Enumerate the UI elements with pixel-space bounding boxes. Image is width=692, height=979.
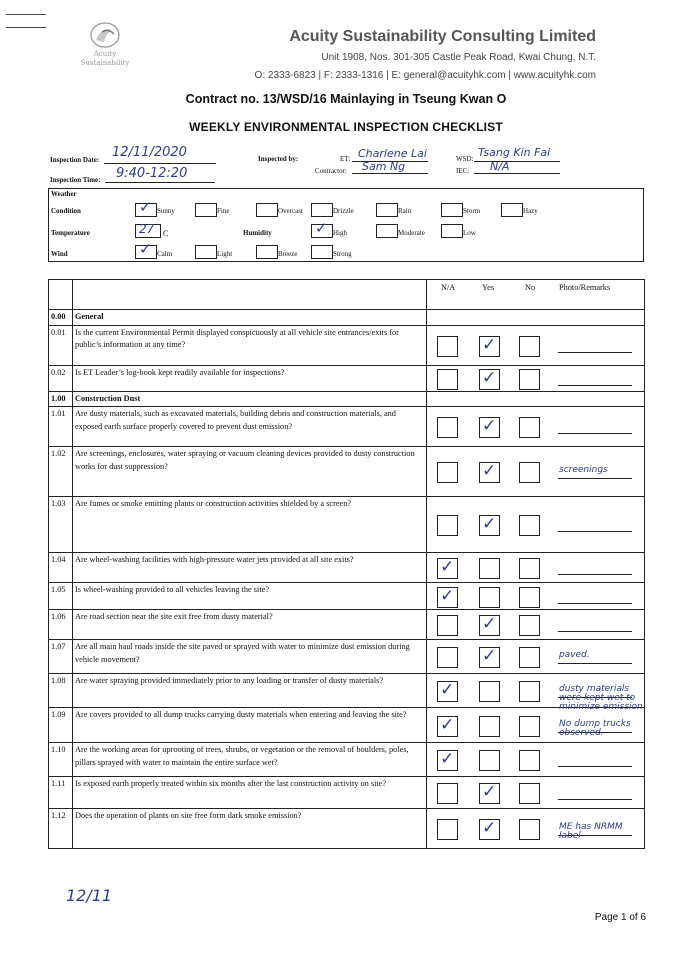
remark-text[interactable]: No dump trucks observed. [559, 719, 631, 738]
condition-option-hazy: Hazy [523, 207, 538, 215]
answer-yes-checkbox[interactable] [479, 750, 500, 771]
answer-cell [427, 365, 645, 391]
contract-title: Contract no. 13/WSD/16 Mainlaying in Tseung Kwan O [185, 92, 507, 106]
humidity-option-high: High [333, 229, 347, 237]
question-text: Are fumes or smoke emitting plants or construction activities shielded by a screen? [73, 497, 427, 553]
company-contact: O: 2333-6823 | F: 2333-1316 | E: general@acuityhk.com | www.acuityhk.com [254, 70, 596, 81]
question-text: Are all main haul roads inside the site paved or sprayed with water to minimize dust emission during vehicle movement? [73, 640, 427, 674]
answer-cell [427, 809, 645, 849]
table-row [49, 325, 645, 365]
contractor-underline [352, 173, 428, 174]
condition-overcast-checkbox[interactable] [256, 203, 278, 217]
item-number: 0.02 [49, 365, 73, 391]
answer-cell [427, 497, 645, 553]
remarks-line [558, 478, 632, 479]
condition-option-storm: Storm [463, 207, 481, 215]
page-number: Page 1 of 6 [594, 912, 646, 923]
inspection-date-label: Inspection Date: [50, 156, 100, 164]
item-number: 0.01 [49, 325, 73, 365]
wsd-label: WSD: [456, 155, 474, 163]
header-no: No [525, 283, 536, 292]
condition-label: Condition [51, 207, 81, 215]
question-text: Is the current Environmental Permit displayed conspicuously at all vehicle site entrances/exits for public’s information at any time? [73, 325, 427, 365]
checkmark-icon: ✓ [482, 614, 497, 634]
answer-cell [427, 610, 645, 640]
question-text: Are wheel-washing facilities with high-pressure water jets provided at all site exits? [73, 553, 427, 583]
condition-option-fine: Fine [217, 207, 230, 215]
item-number: 0.00 [49, 310, 73, 326]
weather-section [48, 188, 644, 262]
answer-no-checkbox[interactable] [519, 615, 540, 636]
remark-text[interactable]: paved. [559, 650, 590, 660]
table-row [49, 640, 645, 674]
answer-cell [427, 777, 645, 809]
question-text: Are road section near the site exit free from dusty material? [73, 610, 427, 640]
remark-text[interactable]: screenings [559, 465, 608, 475]
answer-no-checkbox[interactable] [519, 716, 540, 737]
item-number: 1.04 [49, 553, 73, 583]
iec-value[interactable]: N/A [490, 160, 510, 173]
humidity-option-low: Low [463, 229, 476, 237]
answer-header-cell [427, 280, 645, 310]
answer-na-checkbox[interactable] [437, 515, 458, 536]
table-row [49, 743, 645, 777]
question-text: Does the operation of plants on site free form dark smoke emission? [73, 809, 427, 849]
wind-label: Wind [51, 250, 68, 258]
checkmark-icon: ✓ [482, 818, 497, 838]
header-yes: Yes [482, 283, 495, 292]
table-row [49, 674, 645, 708]
inspection-date-value[interactable]: 12/11/2020 [112, 145, 187, 160]
section-row [49, 310, 645, 326]
checkmark-icon: ✓ [482, 514, 497, 534]
wsd-underline [474, 161, 560, 162]
condition-option-drizzle: Drizzle [333, 207, 354, 215]
checkmark-icon: ✓ [440, 680, 455, 700]
item-number: 1.02 [49, 447, 73, 497]
question-text: Is exposed earth properly treated within six months after the last construction activity on site? [73, 777, 427, 809]
contractor-label: Contractor: [315, 167, 347, 175]
table-header-row [49, 280, 645, 310]
remarks-line [558, 385, 632, 386]
condition-hazy-checkbox[interactable] [501, 203, 523, 217]
checkmark-icon: ✓ [482, 782, 497, 802]
checkmark-icon: ✓ [440, 749, 455, 769]
logo-text: Acuity [93, 50, 117, 58]
wind-light-checkbox[interactable] [195, 245, 217, 259]
answer-na-checkbox[interactable] [437, 369, 458, 390]
item-number: 1.05 [49, 583, 73, 610]
item-number: 1.09 [49, 708, 73, 743]
condition-storm-checkbox[interactable] [441, 203, 463, 217]
table-row [49, 708, 645, 743]
question-text: Are the working areas for uprooting of trees, shrubs, or vegetation or the removal of boulders, poles, pillars sprayed with water to maintain the entire surface wet? [73, 743, 427, 777]
question-text: Are dusty materials, such as excavated materials, building debris and construction materials, and exposed earth surface properly covered to prevent dust emission? [73, 407, 427, 447]
answer-cell [427, 553, 645, 583]
table-row [49, 447, 645, 497]
wind-option-strong: Strong [333, 250, 352, 258]
iec-underline [474, 173, 560, 174]
temperature-value: 27 [139, 222, 155, 236]
table-row [49, 407, 645, 447]
section-row [49, 391, 645, 407]
wind-option-calm: Calm [157, 250, 173, 258]
answer-no-checkbox[interactable] [519, 462, 540, 483]
iec-label: IEC: [456, 167, 470, 175]
answer-no-checkbox[interactable] [519, 681, 540, 702]
header-remarks: Photo/Remarks [559, 283, 611, 292]
item-number: 1.10 [49, 743, 73, 777]
table-row [49, 553, 645, 583]
answer-na-checkbox[interactable] [437, 783, 458, 804]
answer-yes-checkbox[interactable] [479, 558, 500, 579]
item-number: 1.06 [49, 610, 73, 640]
answer-cell [427, 447, 645, 497]
inspection-time-value[interactable]: 9:40-12:20 [116, 166, 188, 181]
humidity-moderate-checkbox[interactable] [376, 224, 398, 238]
table-row [49, 777, 645, 809]
checkmark-icon: ✓ [440, 557, 455, 577]
table-row [49, 583, 645, 610]
corner-mark [6, 14, 46, 40]
wind-option-light: Light [217, 250, 233, 258]
remarks-line [558, 433, 632, 434]
form-title: WEEKLY ENVIRONMENTAL INSPECTION CHECKLIST [189, 120, 503, 134]
item-number: 1.00 [49, 391, 73, 407]
wind-option-breeze: Breeze [278, 250, 298, 258]
item-number: 1.08 [49, 674, 73, 708]
humidity-low-checkbox[interactable] [441, 224, 463, 238]
question-text: Is wheel-washing provided to all vehicles leaving the site? [73, 583, 427, 610]
condition-option-overcast: Overcast [278, 207, 303, 215]
temperature-unit: C [163, 229, 169, 238]
question-text: Are screenings, enclosures, water spraying or vacuum cleaning devices provided to dusty construction works for dust suppression? [73, 447, 427, 497]
remarks-line [558, 766, 632, 767]
item-number: 1.07 [49, 640, 73, 674]
wsd-value[interactable]: Tsang Kin Fai [478, 146, 551, 159]
answer-no-checkbox[interactable] [519, 558, 540, 579]
wind-strong-checkbox[interactable] [311, 245, 333, 259]
item-number: 1.03 [49, 497, 73, 553]
remarks-line [558, 603, 632, 604]
item-number: 1.11 [49, 777, 73, 809]
condition-rain-checkbox[interactable] [376, 203, 398, 217]
answer-cell [427, 640, 645, 674]
answer-na-checkbox[interactable] [437, 615, 458, 636]
checkmark-icon: ✓ [315, 219, 328, 237]
remarks-line [558, 663, 632, 664]
question-text: Is ET Leader’s log-book kept readily available for inspections? [73, 365, 427, 391]
answer-na-checkbox[interactable] [437, 417, 458, 438]
company-name: Acuity Sustainability Consulting Limited [289, 28, 596, 45]
remarks-line [558, 352, 632, 353]
answer-cell [427, 325, 645, 365]
table-row [49, 365, 645, 391]
date-underline [104, 163, 216, 164]
answer-no-checkbox[interactable] [519, 417, 540, 438]
section-title: Construction Dust [73, 391, 427, 407]
company-logo [70, 20, 140, 68]
question-text: Are water spraying provided immediately prior to any loading or transfer of dusty materials? [73, 674, 427, 708]
answer-cell [427, 310, 645, 326]
answer-no-checkbox[interactable] [519, 819, 540, 840]
remarks-line [558, 631, 632, 632]
checkmark-icon: ✓ [482, 334, 497, 355]
et-value[interactable]: Charlene Lai [358, 147, 427, 160]
company-address: Unit 1908, Nos. 301-305 Castle Peak Road, Kwai Chung, N.T. [321, 52, 596, 63]
answer-no-checkbox[interactable] [519, 369, 540, 390]
answer-no-checkbox[interactable] [519, 587, 540, 608]
table-row [49, 497, 645, 553]
answer-cell [427, 674, 645, 712]
question-text: Are covers provided to all dump trucks carrying dusty materials when entering and leaving the site? [73, 708, 427, 743]
table-row [49, 610, 645, 640]
handwritten-date: 12/11 [66, 886, 113, 905]
answer-cell [427, 708, 645, 743]
humidity-option-moderate: Moderate [398, 229, 425, 237]
remark-text[interactable]: dusty materials were kept wet to minimize emission [559, 684, 643, 712]
answer-yes-checkbox[interactable] [479, 716, 500, 737]
checkmark-icon: ✓ [482, 646, 497, 666]
answer-cell [427, 407, 645, 447]
condition-option-rain: Rain [398, 207, 412, 215]
section-title: General [73, 310, 427, 326]
remarks-line [558, 531, 632, 532]
answer-na-checkbox[interactable] [437, 336, 458, 357]
checkmark-icon: ✓ [440, 586, 455, 606]
remark-text[interactable]: ME has NRMM label [559, 822, 623, 841]
answer-yes-checkbox[interactable] [479, 587, 500, 608]
answer-no-checkbox[interactable] [519, 647, 540, 668]
answer-cell [427, 391, 645, 407]
answer-na-checkbox[interactable] [437, 462, 458, 483]
company-header [255, 28, 596, 82]
weather-header: Weather [51, 190, 77, 198]
condition-option-sunny: Sunny [157, 207, 175, 215]
wind-breeze-checkbox[interactable] [256, 245, 278, 259]
contractor-value[interactable]: Sam Ng [362, 160, 406, 173]
condition-drizzle-checkbox[interactable] [311, 203, 333, 217]
answer-yes-checkbox[interactable] [479, 681, 500, 702]
answer-cell [427, 743, 645, 777]
header-na: N/A [441, 283, 456, 292]
item-number: 1.01 [49, 407, 73, 447]
item-number: 1.12 [49, 809, 73, 849]
checkmark-icon: ✓ [440, 715, 455, 735]
checkmark-icon: ✓ [482, 461, 497, 481]
inspection-time-label: Inspection Time: [50, 176, 101, 184]
condition-fine-checkbox[interactable] [195, 203, 217, 217]
answer-no-checkbox[interactable] [519, 783, 540, 804]
answer-na-checkbox[interactable] [437, 819, 458, 840]
answer-na-checkbox[interactable] [437, 647, 458, 668]
et-label: ET: [340, 155, 351, 163]
inspected-by-label: Inspected by: [258, 155, 299, 163]
time-underline [105, 182, 215, 183]
logo-subtext: Sustainability [80, 59, 130, 67]
answer-no-checkbox[interactable] [519, 750, 540, 771]
answer-no-checkbox[interactable] [519, 515, 540, 536]
answer-no-checkbox[interactable] [519, 336, 540, 357]
table-row [49, 809, 645, 849]
checkmark-icon: ✓ [139, 240, 152, 258]
checkmark-icon: ✓ [139, 198, 152, 216]
remarks-line [558, 574, 632, 575]
temperature-label: Temperature [51, 229, 90, 237]
logo-icon [86, 20, 124, 50]
checklist-table [48, 279, 645, 849]
checkmark-icon: ✓ [482, 416, 497, 436]
humidity-label: Humidity [243, 229, 272, 237]
answer-cell [427, 583, 645, 610]
checkmark-icon: ✓ [482, 367, 497, 388]
remarks-line [558, 799, 632, 800]
